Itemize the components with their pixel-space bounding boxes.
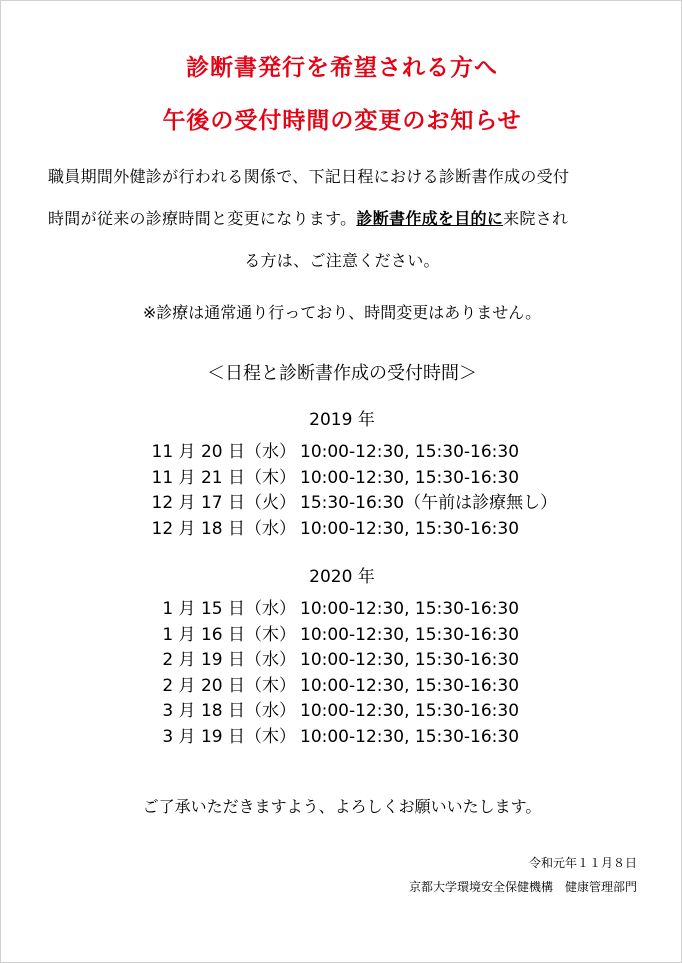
intro-line-2 <box>48 206 650 229</box>
schedule-row <box>141 725 661 751</box>
schedule-row <box>141 699 661 725</box>
schedule-time: 10:00-12:30, 15:30-16:30 <box>300 442 520 462</box>
schedule-time: 15:30-16:30（午前は診療無し） <box>300 493 558 513</box>
schedule-row <box>141 517 661 543</box>
intro-line-2-start: 時間が従来の診療時間と変更になります。 <box>48 209 357 228</box>
schedule-list-2019 <box>141 440 661 542</box>
schedule-date: 1 月 15 日（水） <box>162 599 296 619</box>
notice-title: 診断書発行を希望される方へ <box>186 55 498 81</box>
intro-line-2-end: 来院され <box>503 209 569 228</box>
consultation-note: ※診療は通常通り行っており、時間変更はありません。 <box>142 303 542 322</box>
schedule-time: 10:00-12:30, 15:30-16:30 <box>300 701 520 721</box>
schedule-row <box>141 597 661 623</box>
schedule-row <box>141 648 661 674</box>
schedule-time: 10:00-12:30, 15:30-16:30 <box>300 518 520 539</box>
schedule-row <box>141 440 661 466</box>
issue-date: 令和元年１１月８日 <box>528 856 637 870</box>
schedule-row <box>141 491 661 517</box>
schedule-row <box>141 623 661 649</box>
schedule-date: 2 月 20 日（木） <box>162 675 296 696</box>
schedule-date: 3 月 18 日（水） <box>162 701 296 721</box>
schedule-time: 10:00-12:30, 15:30-16:30 <box>300 726 520 747</box>
schedule-time: 10:00-12:30, 15:30-16:30 <box>300 624 520 645</box>
schedule-row <box>141 466 661 492</box>
schedule-time: 10:00-12:30, 15:30-16:30 <box>300 599 520 619</box>
intro-line-3: る方は、ご注意ください。 <box>244 251 440 270</box>
schedule-date: 3 月 19 日（木） <box>162 726 296 747</box>
schedule-date: 2 月 19 日（水） <box>162 650 296 670</box>
closing-message: ご了承いただきますよう、よろしくお願いいたします。 <box>142 797 542 816</box>
intro-line-1: 職員期間外健診が行われる関係で、下記日程における診断書作成の受付 <box>48 167 570 186</box>
issuing-organization: 京都大学環境安全保健機構 健康管理部門 <box>408 880 637 894</box>
schedule-time: 10:00-12:30, 15:30-16:30 <box>300 675 520 696</box>
notice-subtitle: 午後の受付時間の変更のお知らせ <box>162 108 522 134</box>
schedule-heading: ＜日程と診断書作成の受付時間＞ <box>207 363 477 384</box>
schedule-date: 12 月 18 日（水） <box>151 518 296 539</box>
year-heading-2020: 2020 年 <box>309 567 375 587</box>
schedule-date: 1 月 16 日（木） <box>162 624 296 645</box>
schedule-list-2020 <box>141 597 661 750</box>
schedule-time: 10:00-12:30, 15:30-16:30 <box>300 467 520 488</box>
schedule-time: 10:00-12:30, 15:30-16:30 <box>300 650 520 670</box>
schedule-date: 11 月 21 日（木） <box>151 467 296 488</box>
year-heading-2019: 2019 年 <box>309 410 375 430</box>
schedule-date: 11 月 20 日（水） <box>151 442 296 462</box>
schedule-row <box>141 674 661 700</box>
schedule-date: 12 月 17 日（火） <box>151 493 296 513</box>
intro-emphasis: 診断書作成を目的に <box>356 209 504 228</box>
